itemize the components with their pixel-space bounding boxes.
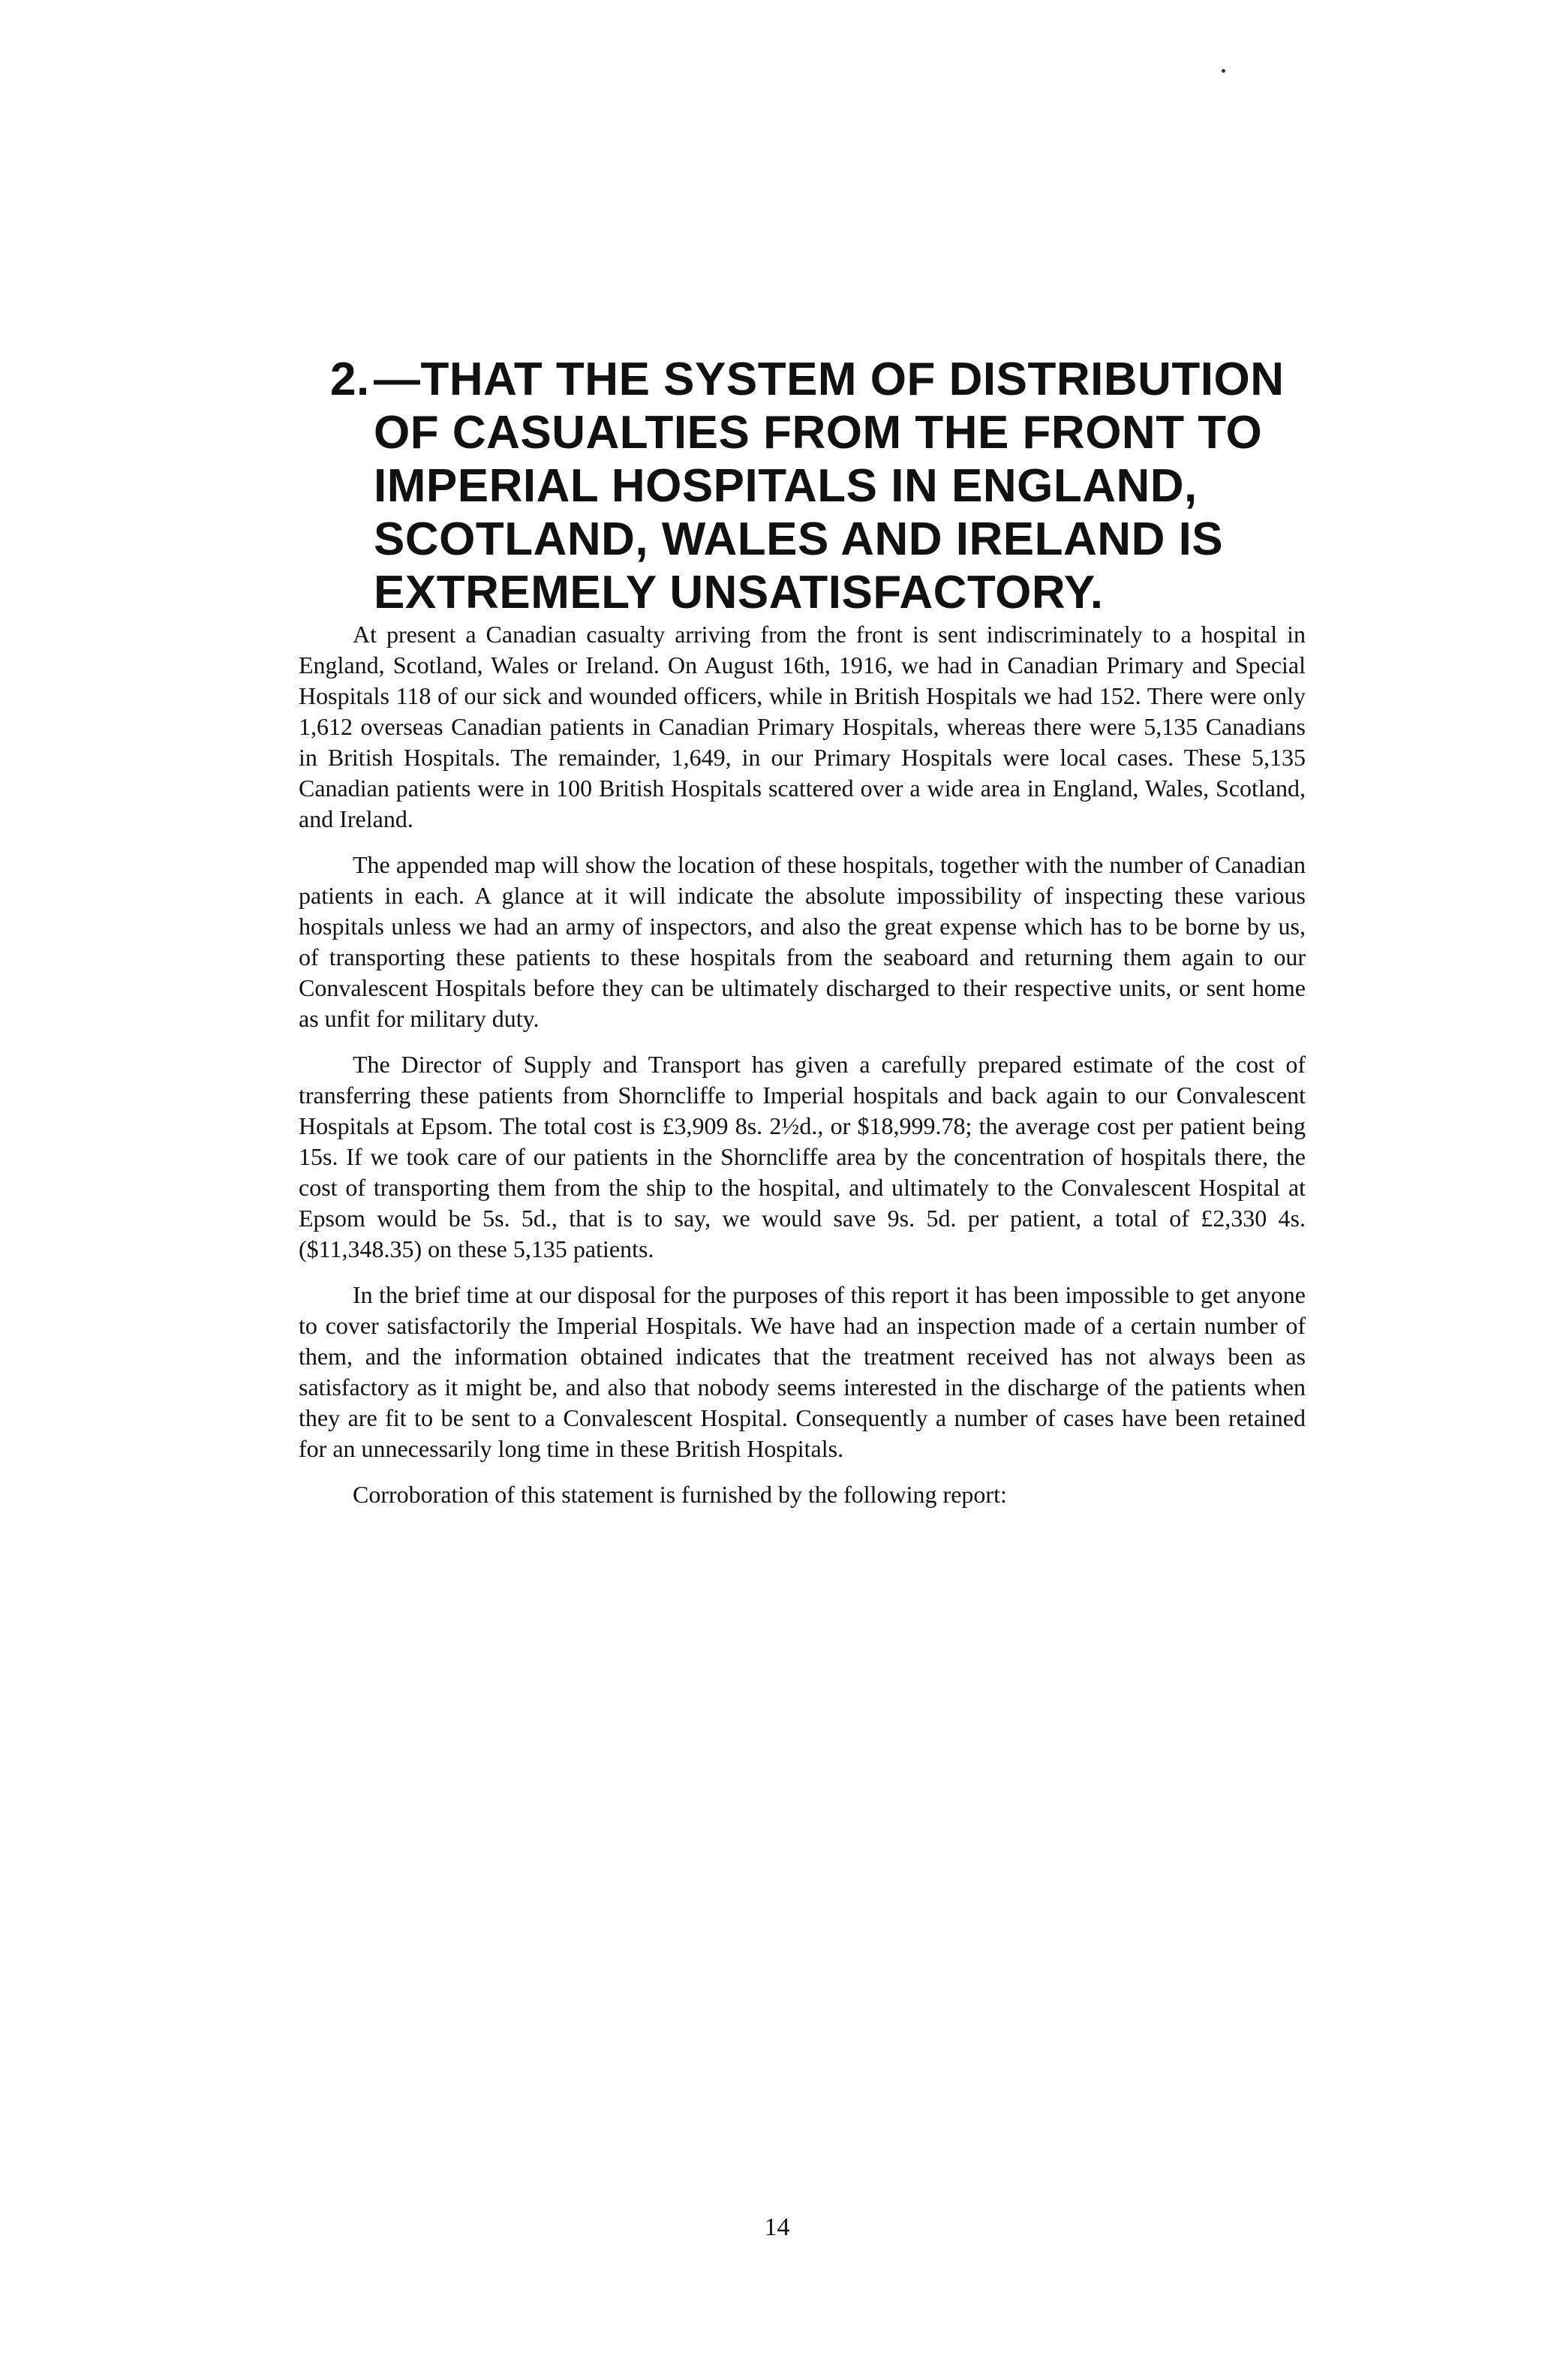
paragraph-5: Corroboration of this statement is furnished by the following report: xyxy=(353,1481,1007,1508)
heading-line-4: SCOTLAND, WALES AND IRELAND IS xyxy=(374,513,1224,565)
paragraph-1: At present a Canadian casualty arriving from the front is sent indiscriminately to a hospital in England, Scotland, Wales or Ireland. On August 16th, 1916, we had in Canadian Primary and Special Hospitals 118 of our sick and wounded officers, while in British Hospitals we had 152. There were only 1,612 overseas Canadian patients in Canadian Primary Hospitals, whereas there were 5,135 Canadians in British Hospitals. The remainder, 1,649, in our Primary Hospitals were local cases. These 5,135 Canadian patients were in 100 British Hospitals scattered over a wide area in England, Wales, Scotland, and Ireland. xyxy=(299,621,1306,832)
section-heading xyxy=(330,353,1306,619)
paragraph-2: The appended map will show the location of these hospitals, together with the number of Canadian patients in each. A glance at it will indicate the absolute impossibility of inspecting these various hospitals unless we had an army of inspectors, and also the great expense which has to be borne by us, of transporting these patients to these hospitals from the seaboard and returning them again to our Convalescent Hospitals before they can be ultimately discharged to their respective units, or sent home as unfit for military duty. xyxy=(299,851,1306,1032)
heading-line-1 xyxy=(330,353,1306,406)
page-number: 14 xyxy=(764,2213,790,2241)
heading-line-3: IMPERIAL HOSPITALS IN ENGLAND, xyxy=(374,460,1198,512)
paragraph-3: The Director of Supply and Transport has given a carefully prepared estimate of the cost of transferring these patients from Shorncliffe to Imperial hospitals and back again to our Convalescent Hospitals at Epsom. The total cost is £3,909 8s. 2½d., or $18,999.78; the average cost per patient being 15s. If we took care of our patients in the Shorncliffe area by the concentration of hospitals there, the cost of transporting them from the ship to the hospital, and ultimately to the Convalescent Hospital at Epsom would be 5s. 5d., that is to say, we would save 9s. 5d. per patient, a total of £2,330 4s. ($11,348.35) on these 5,135 patients. xyxy=(299,1051,1306,1262)
heading-line-5: EXTREMELY UNSATISFACTORY. xyxy=(374,567,1104,618)
heading-line-1-text: —THAT THE SYSTEM OF DISTRIBUTION xyxy=(374,354,1285,405)
paragraph-4: In the brief time at our disposal for the purposes of this report it has been impossible to get anyone to cover satisfactorily the Imperial Hospitals. We have had an inspection made of a certain number of them, and the information obtained indicates that the treatment received has not always been as satisfactory as it might be, and also that nobody seems interested in the discharge of the patients when they are fit to be sent to a Convalescent Hospital. Consequently a number of cases have been retained for an unnecessarily long time in these British Hospitals. xyxy=(299,1281,1306,1462)
speck-mark xyxy=(1222,69,1225,73)
heading-line-2: OF CASUALTIES FROM THE FRONT TO xyxy=(374,407,1263,459)
body-text xyxy=(299,619,1306,1510)
heading-number: 2. xyxy=(330,354,370,405)
